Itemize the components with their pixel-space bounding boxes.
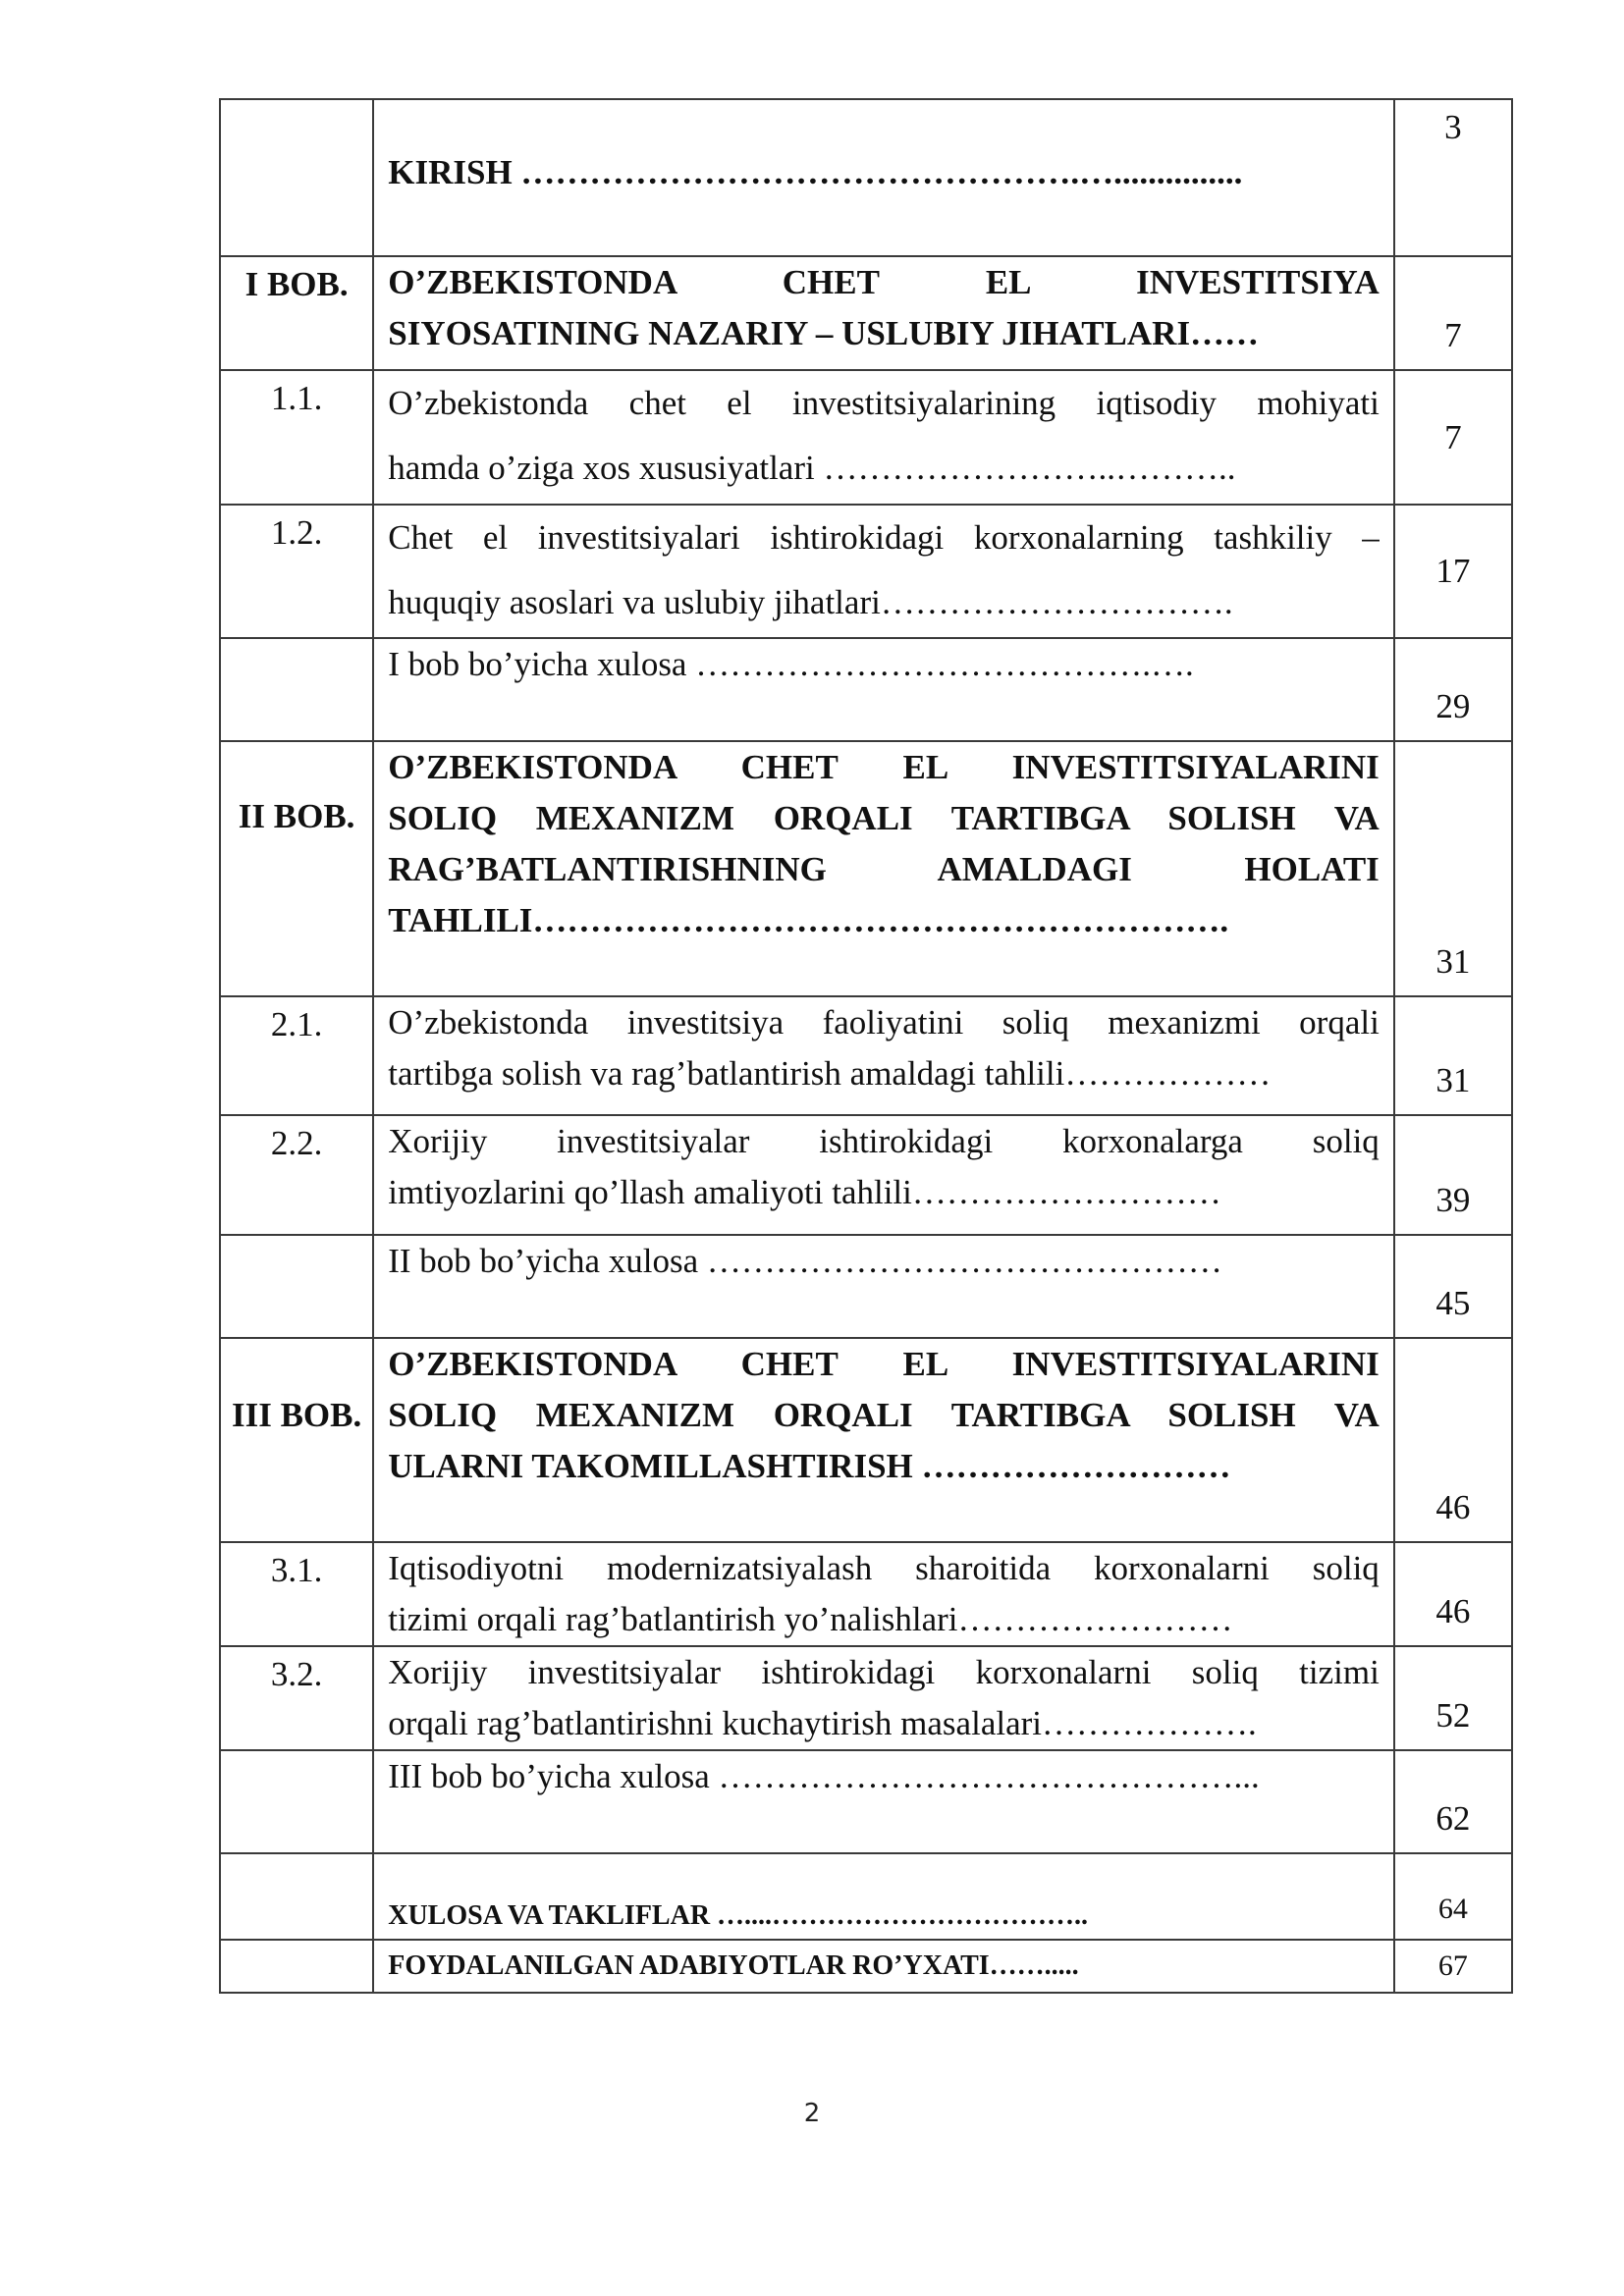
page-number: 2: [803, 2099, 821, 2128]
toc-row-bibliography: [220, 1940, 1512, 1993]
toc-title-line: Iqtisodiyotni modernizatsiyalash sharoitida korxonalarni soliq: [388, 1549, 1380, 1587]
toc-row-section-1-2: [220, 505, 1512, 638]
toc-row-section-3-1: [220, 1542, 1512, 1646]
toc-title-line: SOLIQ MEXANIZM ORQALI TARTIBGA SOLISH VA: [388, 1396, 1380, 1434]
toc-title: [373, 505, 1394, 638]
toc-title-line: II bob bo’yicha xulosa ………………………………………: [388, 1242, 1222, 1280]
toc-number: 2.1.: [220, 996, 373, 1115]
toc-title-line: O’ZBEKISTONDA CHET EL INVESTITSIYALARINI: [388, 748, 1380, 786]
toc-number: [220, 1940, 373, 1993]
toc-page: 3: [1394, 99, 1512, 256]
toc-number: 3.1.: [220, 1542, 373, 1646]
toc-title-line: O’ZBEKISTONDA CHET EL INVESTITSIYALARINI: [388, 1345, 1380, 1383]
toc-page: 31: [1394, 741, 1512, 996]
toc-page: 7: [1394, 370, 1512, 505]
toc-number: [220, 1750, 373, 1853]
toc-row-chapter-3-summary: [220, 1750, 1512, 1853]
toc-title-line: Chet el investitsiyalari ishtirokidagi korxonalarning tashkiliy –: [388, 518, 1380, 557]
toc-title-line: Xorijiy investitsiyalar ishtirokidagi korxonalarga soliq: [388, 1122, 1380, 1160]
toc-number: 1.1.: [220, 370, 373, 505]
toc-row-section-3-2: [220, 1646, 1512, 1750]
toc-title-line: KIRISH ………………………………………….…...............: [388, 153, 1243, 191]
toc-title-line: RAG’BATLANTIRISHNING AMALDAGI HOLATI: [388, 850, 1380, 888]
toc-page: 67: [1394, 1940, 1512, 1993]
toc-number: III BOB.: [220, 1338, 373, 1542]
toc-row-kirish: [220, 99, 1512, 256]
toc-number: [220, 1235, 373, 1338]
toc-title-line: O’zbekistonda investitsiya faoliyatini soliq mexanizmi orqali: [388, 1003, 1380, 1041]
toc-row-section-2-2: [220, 1115, 1512, 1235]
toc-title-line: III bob bo’yicha xulosa ………………………………………...: [388, 1757, 1260, 1795]
toc-title: [373, 1115, 1394, 1235]
toc-row-conclusions: [220, 1853, 1512, 1940]
toc-title: [373, 370, 1394, 505]
toc-title-line: hamda o’ziga xos xususiyatlari ……………………..………..: [388, 449, 1236, 487]
table-of-contents: [219, 98, 1513, 1994]
toc-title: [373, 1235, 1394, 1338]
toc-number: II BOB.: [220, 741, 373, 996]
toc-title: [373, 1940, 1394, 1993]
toc-number: [220, 1853, 373, 1940]
toc-title-line: Xorijiy investitsiyalar ishtirokidagi korxonalarni soliq tizimi: [388, 1653, 1380, 1691]
toc-number: I BOB.: [220, 256, 373, 370]
toc-title-line: TAHLILI…………………………………………………….: [388, 901, 1229, 939]
toc-title-line: I bob bo’yicha xulosa ………………………………….….: [388, 645, 1194, 683]
toc-title: [373, 1338, 1394, 1542]
toc-row-chapter-1-summary: [220, 638, 1512, 741]
toc-page: 7: [1394, 256, 1512, 370]
toc-page: 62: [1394, 1750, 1512, 1853]
toc-title-line: orqali rag’batlantirishni kuchaytirish masalalari……………….: [388, 1704, 1257, 1742]
toc-page: 29: [1394, 638, 1512, 741]
toc-title-line: imtiyozlarini qo’llash amaliyoti tahlili………………………: [388, 1173, 1221, 1211]
toc-title-line: SOLIQ MEXANIZM ORQALI TARTIBGA SOLISH VA: [388, 799, 1380, 837]
toc-title: [373, 1853, 1394, 1940]
toc-title-line: tizimi orqali rag’batlantirish yo’nalishlari……………………: [388, 1600, 1233, 1638]
toc-page: 46: [1394, 1338, 1512, 1542]
toc-title: [373, 996, 1394, 1115]
toc-title-line: FOYDALANILGAN ADABIYOTLAR RO’YXATI…….....: [388, 1950, 1079, 1981]
toc-number: [220, 638, 373, 741]
toc-page: 39: [1394, 1115, 1512, 1235]
toc-title: [373, 256, 1394, 370]
toc-title-line: SIYOSATINING NAZARIY – USLUBIY JIHATLARI……: [388, 314, 1260, 352]
toc-page: 52: [1394, 1646, 1512, 1750]
toc-page: 31: [1394, 996, 1512, 1115]
toc-title-line: huquqiy asoslari va uslubiy jihatlari………………………….: [388, 583, 1233, 621]
toc-title: [373, 1542, 1394, 1646]
toc-row-chapter-1: [220, 256, 1512, 370]
toc-page: 46: [1394, 1542, 1512, 1646]
toc-row-chapter-2: [220, 741, 1512, 996]
toc-number: 2.2.: [220, 1115, 373, 1235]
toc-row-chapter-3: [220, 1338, 1512, 1542]
toc-page: 64: [1394, 1853, 1512, 1940]
toc-title: [373, 638, 1394, 741]
toc-number: 3.2.: [220, 1646, 373, 1750]
toc-title-line: ULARNI TAKOMILLASHTIRISH ………………………: [388, 1447, 1231, 1485]
toc-page: 17: [1394, 505, 1512, 638]
toc-title-line: XULOSA VA TAKLIFLAR …....……………………………..: [388, 1900, 1089, 1931]
toc-title-line: tartibga solish va rag’batlantirish amaldagi tahlili………………: [388, 1054, 1272, 1093]
toc-title-line: O’zbekistonda chet el investitsiyalarining iqtisodiy mohiyati: [388, 384, 1380, 422]
toc-row-section-1-1: [220, 370, 1512, 505]
toc-title: [373, 1646, 1394, 1750]
toc-number: 1.2.: [220, 505, 373, 638]
toc-title: [373, 99, 1394, 256]
toc-title: [373, 741, 1394, 996]
toc-page: 45: [1394, 1235, 1512, 1338]
toc-row-section-2-1: [220, 996, 1512, 1115]
toc-row-chapter-2-summary: [220, 1235, 1512, 1338]
toc-number: [220, 99, 373, 256]
toc-title-line: O’ZBEKISTONDA CHET EL INVESTITSIYA: [388, 263, 1380, 301]
toc-title: [373, 1750, 1394, 1853]
